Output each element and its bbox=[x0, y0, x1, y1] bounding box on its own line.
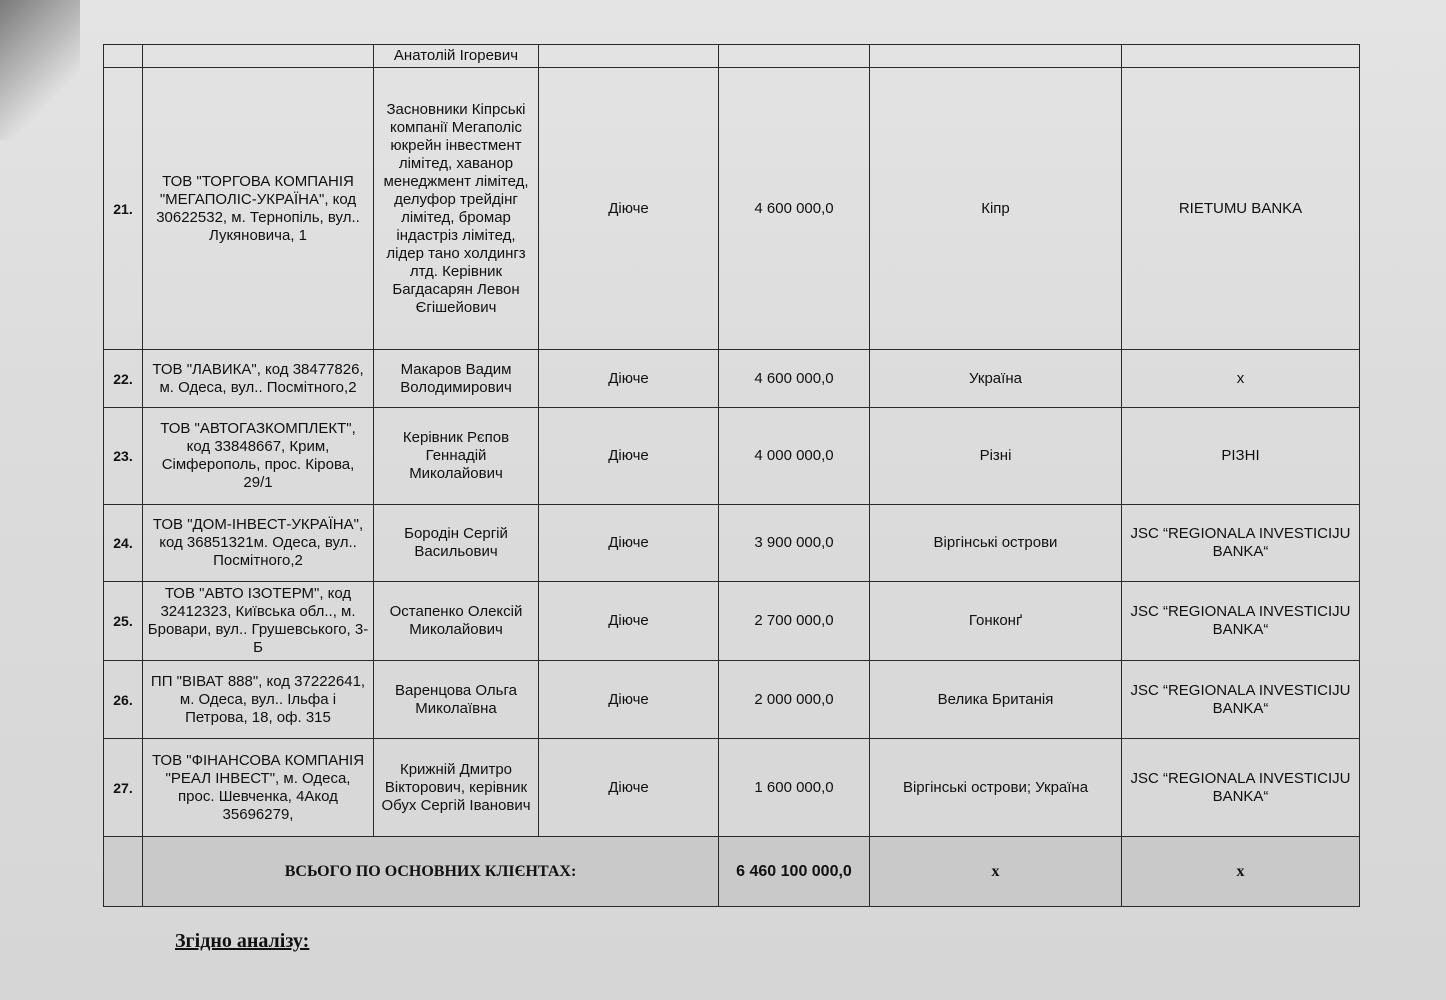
cell-num bbox=[104, 837, 143, 907]
cell-bank bbox=[1122, 45, 1360, 68]
table-row bbox=[104, 739, 1360, 837]
cell-status bbox=[539, 45, 719, 68]
cell-persons: Макаров Вадим Володимирович bbox=[374, 350, 539, 408]
table-row-continuation bbox=[104, 45, 1360, 68]
cell-country bbox=[870, 45, 1122, 68]
total-label: ВСЬОГО ПО ОСНОВНИХ КЛІЄНТАХ: bbox=[143, 837, 719, 907]
cell-status: Діюче bbox=[539, 582, 719, 661]
cell-num bbox=[104, 45, 143, 68]
cell-company: ТОВ "ФІНАНСОВА КОМПАНІЯ "РЕАЛ ІНВЕСТ", м. Одеса, прос. Шевченка, 4Акод 35696279, bbox=[143, 739, 374, 837]
cell-amount: 4 600 000,0 bbox=[719, 68, 870, 350]
cell-bank: х bbox=[1122, 350, 1360, 408]
clients-table bbox=[103, 44, 1360, 907]
cell-persons: Анатолій Ігоревич bbox=[374, 45, 539, 68]
cell-company: ТОВ "ТОРГОВА КОМПАНІЯ "МЕГАПОЛІС-УКРАЇНА", код 30622532, м. Тернопіль, вул.. Лукяновича, 1 bbox=[143, 68, 374, 350]
cell-persons: Остапенко Олексій Миколайович bbox=[374, 582, 539, 661]
cell-status: Діюче bbox=[539, 505, 719, 582]
table-row bbox=[104, 505, 1360, 582]
table-row bbox=[104, 582, 1360, 661]
cell-status: Діюче bbox=[539, 350, 719, 408]
cell-bank: JSC “REGIONALA INVESTICIJU BANKA“ bbox=[1122, 582, 1360, 661]
cell-bank: JSC “REGIONALA INVESTICIJU BANKA“ bbox=[1122, 739, 1360, 837]
cell-company: ТОВ "ДОМ-ІНВЕСТ-УКРАЇНА", код 36851321м. Одеса, вул.. Посмітного,2 bbox=[143, 505, 374, 582]
cell-company: ПП "ВІВАТ 888", код 37222641, м. Одеса, вул.. Ільфа і Петрова, 18, оф. 315 bbox=[143, 661, 374, 739]
cell-amount: 3 900 000,0 bbox=[719, 505, 870, 582]
cell-persons: Засновники Кіпрські компанії Мегаполіс юкрейн інвестмент лімітед, хаванор менеджмент лімітед, делуфор трейдінг лімітед, бромар індастріз лімітед, лідер тано холдингз лтд. Керівник Багдасарян Левон Єгішейович bbox=[374, 68, 539, 350]
cell-bank: РІЗНІ bbox=[1122, 408, 1360, 505]
total-bank: х bbox=[1122, 837, 1360, 907]
cell-country: Велика Британія bbox=[870, 661, 1122, 739]
cell-bank: JSC “REGIONALA INVESTICIJU BANKA“ bbox=[1122, 661, 1360, 739]
cell-num: 26. bbox=[104, 661, 143, 739]
cell-status: Діюче bbox=[539, 408, 719, 505]
cell-company: ТОВ "АВТО ІЗОТЕРМ", код 32412323, Київська обл.., м. Бровари, вул.. Грушевського, 3-Б bbox=[143, 582, 374, 661]
cell-country: Кіпр bbox=[870, 68, 1122, 350]
cell-status: Діюче bbox=[539, 661, 719, 739]
cell-status: Діюче bbox=[539, 68, 719, 350]
table-row bbox=[104, 350, 1360, 408]
cell-amount: 2 700 000,0 bbox=[719, 582, 870, 661]
cell-amount: 4 600 000,0 bbox=[719, 350, 870, 408]
cell-persons: Крижній Дмитро Вікторович, керівник Обух Сергій Іванович bbox=[374, 739, 539, 837]
cell-country: Різні bbox=[870, 408, 1122, 505]
cell-persons: Бородін Сергій Васильович bbox=[374, 505, 539, 582]
table-row-total bbox=[104, 837, 1360, 907]
cell-num: 21. bbox=[104, 68, 143, 350]
cell-country: Україна bbox=[870, 350, 1122, 408]
cell-company: ТОВ "ЛАВИКА", код 38477826, м. Одеса, вул.. Посмітного,2 bbox=[143, 350, 374, 408]
table-row bbox=[104, 408, 1360, 505]
cell-num: 25. bbox=[104, 582, 143, 661]
cell-persons: Керівник Рєпов Геннадій Миколайович bbox=[374, 408, 539, 505]
page-corner-shadow bbox=[0, 0, 80, 140]
cell-country: Віргінські острови; Україна bbox=[870, 739, 1122, 837]
cell-amount bbox=[719, 45, 870, 68]
cell-country: Гонконґ bbox=[870, 582, 1122, 661]
cell-bank: JSC “REGIONALA INVESTICIJU BANKA“ bbox=[1122, 505, 1360, 582]
cell-num: 23. bbox=[104, 408, 143, 505]
cell-persons: Варенцова Ольга Миколаївна bbox=[374, 661, 539, 739]
cell-amount: 4 000 000,0 bbox=[719, 408, 870, 505]
cell-amount: 2 000 000,0 bbox=[719, 661, 870, 739]
total-country: х bbox=[870, 837, 1122, 907]
cell-status: Діюче bbox=[539, 739, 719, 837]
cell-num: 24. bbox=[104, 505, 143, 582]
cell-num: 22. bbox=[104, 350, 143, 408]
cell-num: 27. bbox=[104, 739, 143, 837]
analysis-heading: Згідно аналізу: bbox=[175, 930, 310, 952]
cell-amount: 1 600 000,0 bbox=[719, 739, 870, 837]
total-amount: 6 460 100 000,0 bbox=[719, 837, 870, 907]
cell-country: Віргінські острови bbox=[870, 505, 1122, 582]
table-row bbox=[104, 661, 1360, 739]
table-row bbox=[104, 68, 1360, 350]
cell-company bbox=[143, 45, 374, 68]
cell-bank: RIETUMU BANKA bbox=[1122, 68, 1360, 350]
cell-company: ТОВ "АВТОГАЗКОМПЛЕКТ", код 33848667, Крим, Сімферополь, прос. Кірова, 29/1 bbox=[143, 408, 374, 505]
